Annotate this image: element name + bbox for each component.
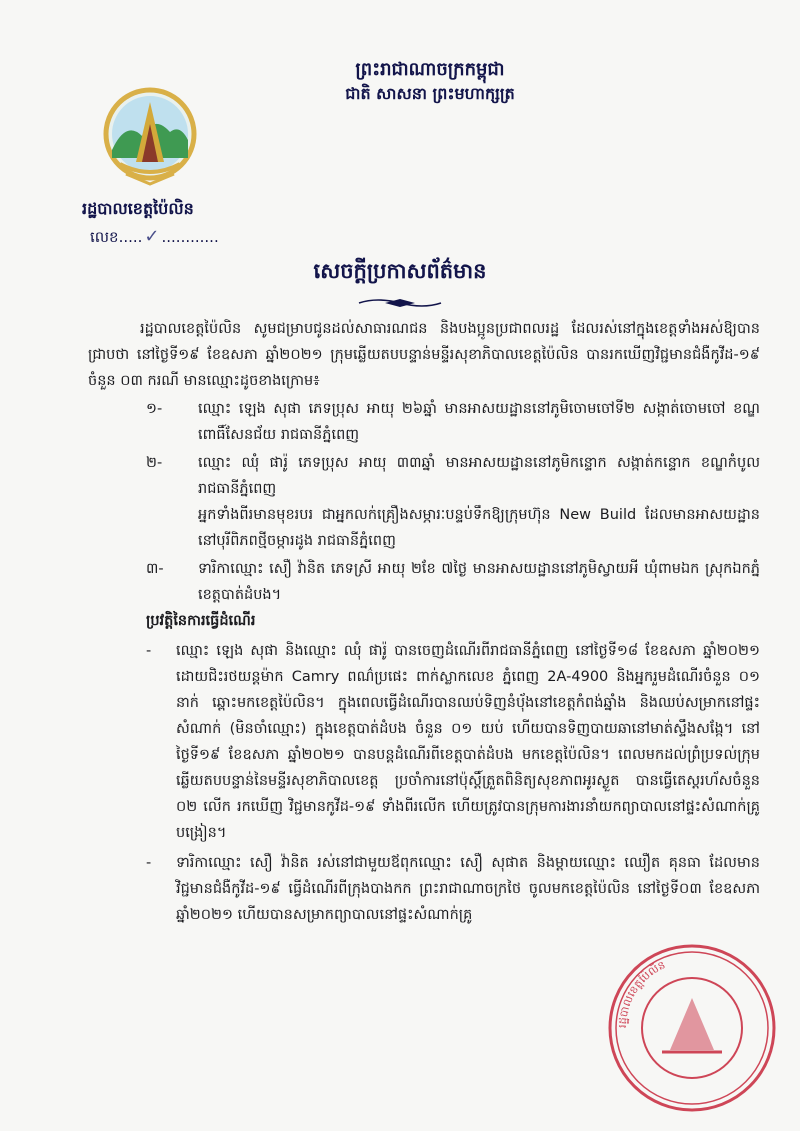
case-number: ៣- [146, 561, 164, 577]
case-item [88, 556, 760, 608]
reference-number [90, 226, 219, 250]
document-body [88, 316, 760, 928]
reference-dots: ............ [161, 228, 219, 246]
kingdom-header [300, 58, 560, 106]
title-ornament [355, 296, 445, 310]
national-motto: ជាតិ សាសនា ព្រះមហាក្សត្រ [345, 84, 515, 103]
province-emblem-logo [96, 80, 204, 192]
document-title: សេចក្តីប្រកាសព័ត៌មាន [313, 258, 487, 283]
case-text: ឈ្មោះ ឡេង សុផា ភេទប្រុស អាយុ ២៦ឆ្នាំ មានអាសយដ្ឋាននៅភូមិចោមចៅទី២ សង្កាត់ចោមចៅ ខណ្ឌពោធិ៍សែនជ័យ រាជធានីភ្នំពេញ [198, 401, 760, 443]
case-note: អ្នកទាំងពីរមានមុខរបរ ជាអ្នកលក់គ្រឿងសម្ភារៈបន្ទប់ទឹកឱ្យក្រុមហ៊ុន New Build ដែលមានអាសយដ្ឋាននៅបុរីពិភពថ្មីចម្ការដូង រាជធានីភ្នំពេញ [198, 507, 760, 549]
official-seal-stamp [604, 940, 780, 1116]
case-number: ១- [146, 401, 163, 417]
case-text: ទារិកាឈ្មោះ សឿ វ៉ានិត ភេទស្រី អាយុ ២ខែ ៧ថ្ងៃ មានអាសយដ្ឋាននៅភូមិស្វាយអី ឃុំពាមឯក ស្រុកឯកភ្នំ ខេត្តបាត់ដំបង។ [198, 561, 760, 603]
travel-history-heading: ប្រវត្តិនៃការធ្វើដំណើរ [146, 613, 256, 629]
history-dash: - [146, 855, 152, 871]
seal-lettering: រដ្ឋបាលខេត្តប៉ៃលិន [615, 958, 668, 1029]
history-item [88, 638, 760, 846]
history-text: ឈ្មោះ ឡេង សុផា និងឈ្មោះ ឈុំ ផារ៉ូ បានចេញដំណើរពីរាជធានីភ្នំពេញ នៅថ្ងៃទី១៨ ខែឧសភា ឆ្នាំ២០២១ ដោយជិះរថយន្តម៉ាក Camry ពណ៌ប្រផេះ ពាក់ស្លាកលេខ ភ្នំពេញ 2A-4900 និងអ្នករួមដំណើរចំនួន ០១ នាក់ ឆ្ពោះមកខេត្តប៉ៃលិន។ ក្នុងពេលធ្វើដំណើរបានឈប់ទិញនំបុ័ងនៅខេត្តកំពង់ឆ្នាំង និងឈប់សម្រាកនៅផ្ទះសំណាក់ (មិនចាំឈ្មោះ) ក្នុងខេត្តបាត់ដំបង ចំនួន ០១ យប់ ហើយបានទិញបាយឆានៅមាត់ស្ទឹងសង្កែ។ នៅថ្ងៃទី១៩ ខែឧសភា ឆ្នាំ២០២១ បានបន្តដំណើរពីខេត្តបាត់ដំបង មកខេត្តប៉ៃលិន។ ពេលមកដល់ព្រំប្រទល់ក្រុមឆ្លើយតបបន្ទាន់នៃមន្ទីរសុខាភិបាលខេត្ត ប្រចាំការនៅប៉ុស្តិ៍ត្រួតពិនិត្យសុខភាពអូរស្ងួត បានធ្វើតេស្តរហ័សចំនួន ០២ លើក រកឃើញ វិជ្ជមានកូវីដ-១៩ ទាំងពីរលើក ហើយត្រូវបានក្រុមការងារនាំយកព្យាបាលនៅផ្ទះសំណាក់គ្រូបង្រៀន។ [176, 643, 760, 841]
reference-checkmark: ✓ [144, 226, 160, 247]
history-item [88, 850, 760, 928]
kingdom-name: ព្រះរាជាណាចក្រកម្ពុជា [355, 59, 505, 80]
history-dash: - [146, 643, 152, 659]
case-item [88, 450, 760, 502]
history-text: ទារិកាឈ្មោះ សឿ វ៉ានិត រស់នៅជាមួយឪពុកឈ្មោះ សឿ សុផាត និងម្តាយឈ្មោះ ឈឿត គុនធា ដែលមានវិជ្ជមានជំងឺកូវីដ-១៩ ធ្វើដំណើរពីក្រុងបាងកក ព្រះរាជាណាចក្រថៃ ចូលមកខេត្តប៉ៃលិន នៅថ្ងៃទី០៣ ខែឧសភា ឆ្នាំ២០២១ ហើយបានសម្រាកព្យាបាលនៅផ្ទះសំណាក់គ្រូ [176, 855, 760, 923]
case-text: ឈ្មោះ ឈុំ ផារ៉ូ ភេទប្រុស អាយុ ៣៣ឆ្នាំ មានអាសយដ្ឋាននៅភូមិកន្ទោក សង្កាត់កន្ទោក ខណ្ឌកំបូល រាជធានីភ្នំពេញ [198, 455, 760, 497]
reference-label: លេខ..... [90, 228, 143, 246]
case-number: ២- [146, 455, 163, 471]
organization-name: រដ្ឋបាលខេត្តប៉ៃលិន [82, 199, 194, 218]
case-item [88, 396, 760, 448]
intro-paragraph: រដ្ឋបាលខេត្តប៉ៃលិន សូមជម្រាបជូនដល់សាធារណជន និងបងប្អូនប្រជាពលរដ្ឋ ដែលរស់នៅក្នុងខេត្តទាំងអស់ឱ្យបានជ្រាបថា នៅថ្ងៃទី១៩ ខែឧសភា ឆ្នាំ២០២១ ក្រុមឆ្លើយតបបន្ទាន់មន្ទីរសុខាភិបាលខេត្តប៉ៃលិន បានរកឃើញវិជ្ជមានជំងឺកូវីដ-១៩ ចំនួន ០៣ ករណី មានឈ្មោះដូចខាងក្រោម៖ [88, 321, 760, 389]
